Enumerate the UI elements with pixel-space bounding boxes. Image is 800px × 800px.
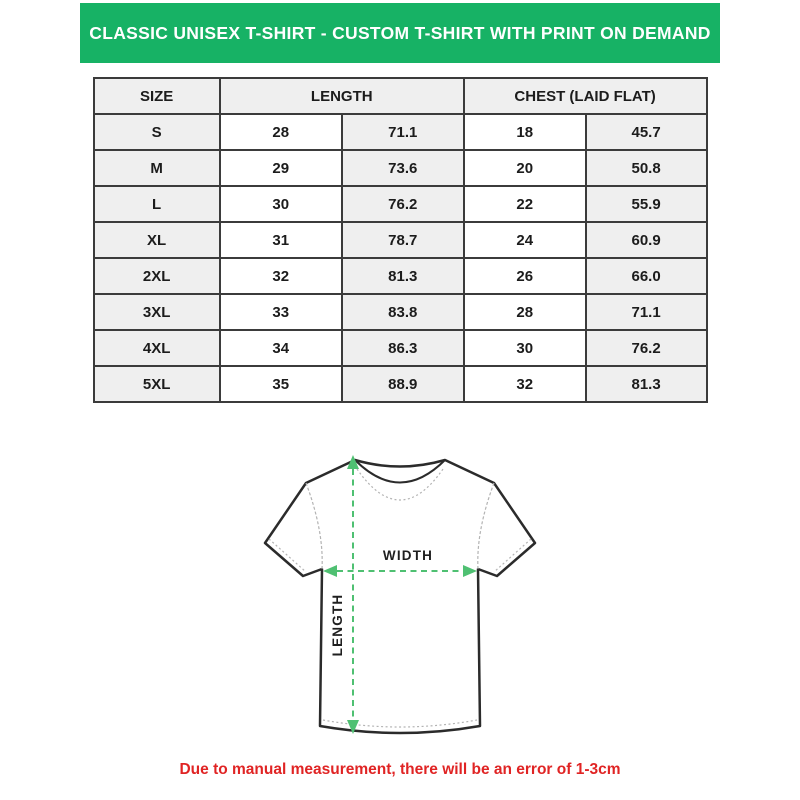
value-cell: 73.6: [342, 150, 464, 186]
size-cell: 4XL: [94, 330, 220, 366]
value-cell: 88.9: [342, 366, 464, 402]
value-cell: 31: [220, 222, 342, 258]
value-cell: 33: [220, 294, 342, 330]
value-cell: 78.7: [342, 222, 464, 258]
size-cell: S: [94, 114, 220, 150]
size-cell: 3XL: [94, 294, 220, 330]
size-cell: XL: [94, 222, 220, 258]
size-cell: 5XL: [94, 366, 220, 402]
value-cell: 26: [464, 258, 586, 294]
value-cell: 83.8: [342, 294, 464, 330]
title-banner: [80, 3, 720, 63]
value-cell: 71.1: [342, 114, 464, 150]
col-header-size: SIZE: [94, 78, 220, 114]
col-header-chest: CHEST (LAID FLAT): [464, 78, 707, 114]
measurement-error-note: Due to manual measurement, there will be an error of 1-3cm: [179, 761, 621, 778]
table-row: [94, 222, 707, 258]
value-cell: 30: [220, 186, 342, 222]
col-header-length: LENGTH: [220, 78, 464, 114]
table-row: [94, 294, 707, 330]
value-cell: 34: [220, 330, 342, 366]
size-cell: L: [94, 186, 220, 222]
size-chart-table: [93, 77, 708, 403]
value-cell: 22: [464, 186, 586, 222]
value-cell: 28: [464, 294, 586, 330]
size-table-body: [94, 114, 707, 402]
value-cell: 29: [220, 150, 342, 186]
tshirt-diagram: [250, 443, 550, 748]
value-cell: 81.3: [586, 366, 707, 402]
value-cell: 55.9: [586, 186, 707, 222]
width-label: WIDTH: [382, 548, 434, 563]
value-cell: 30: [464, 330, 586, 366]
value-cell: 81.3: [342, 258, 464, 294]
table-header-row: [94, 78, 707, 114]
length-label: LENGTH: [330, 593, 345, 657]
tshirt-outline: [265, 460, 535, 733]
size-cell: M: [94, 150, 220, 186]
value-cell: 76.2: [342, 186, 464, 222]
value-cell: 86.3: [342, 330, 464, 366]
table-row: [94, 186, 707, 222]
value-cell: 45.7: [586, 114, 707, 150]
value-cell: 18: [464, 114, 586, 150]
value-cell: 24: [464, 222, 586, 258]
table-row: [94, 330, 707, 366]
value-cell: 28: [220, 114, 342, 150]
table-row: [94, 114, 707, 150]
value-cell: 50.8: [586, 150, 707, 186]
tshirt-illustration: [250, 443, 550, 748]
value-cell: 76.2: [586, 330, 707, 366]
table-row: [94, 366, 707, 402]
table-row: [94, 150, 707, 186]
value-cell: 35: [220, 366, 342, 402]
value-cell: 32: [464, 366, 586, 402]
value-cell: 66.0: [586, 258, 707, 294]
value-cell: 71.1: [586, 294, 707, 330]
table-row: [94, 258, 707, 294]
value-cell: 60.9: [586, 222, 707, 258]
value-cell: 20: [464, 150, 586, 186]
page-title: CLASSIC UNISEX T-SHIRT - CUSTOM T-SHIRT WITH PRINT ON DEMAND: [89, 22, 711, 43]
size-cell: 2XL: [94, 258, 220, 294]
value-cell: 32: [220, 258, 342, 294]
